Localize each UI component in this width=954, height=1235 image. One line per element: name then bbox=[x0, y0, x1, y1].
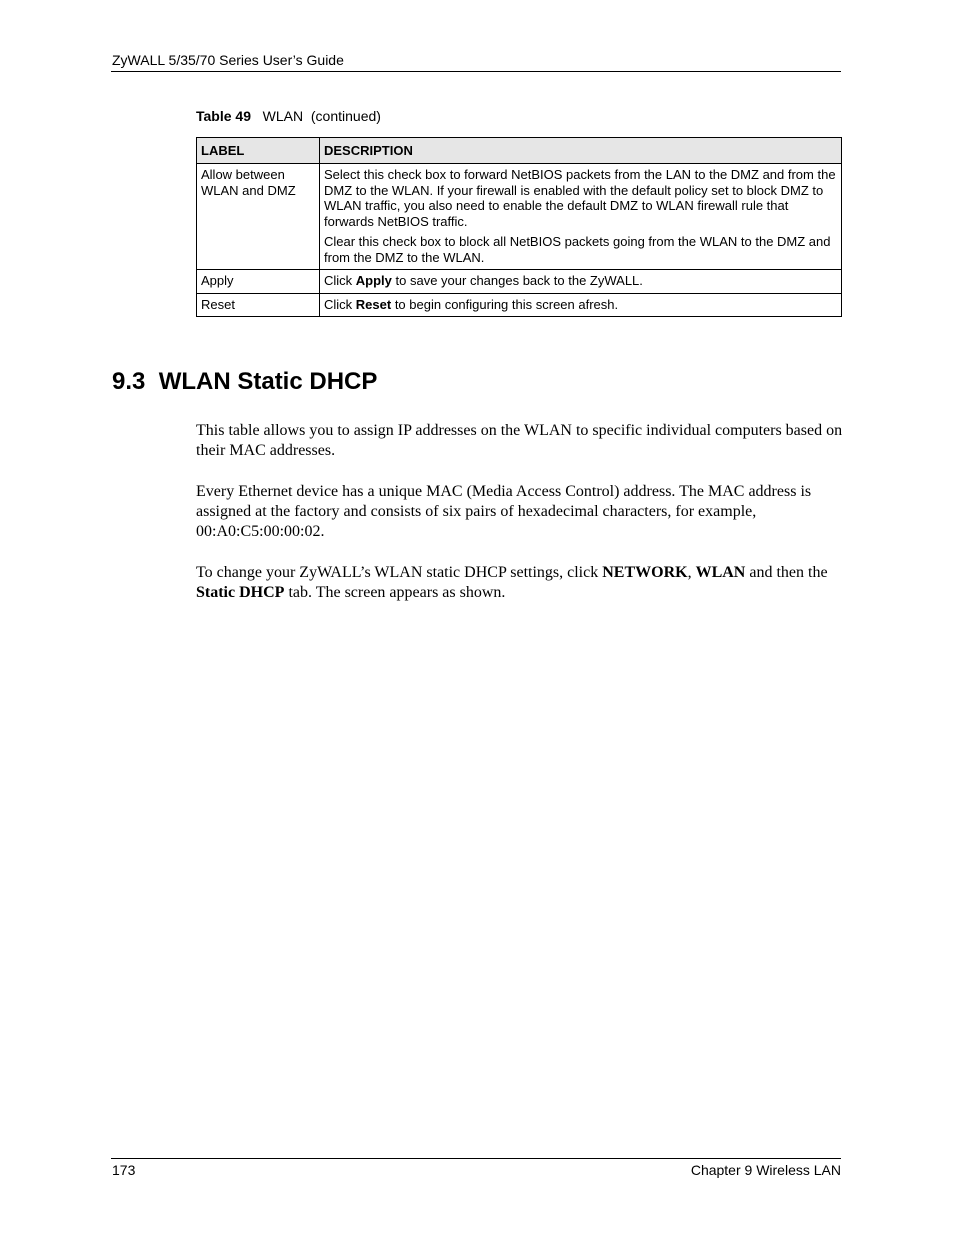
row-label-allow-wlan-dmz: Allow between WLAN and DMZ bbox=[197, 164, 320, 270]
section-heading: 9.3 WLAN Static DHCP bbox=[112, 368, 378, 395]
description-paragraph: Select this check box to forward NetBIOS packets from the LAN to the DMZ and from the DMZ to the WLAN. If your firewall is enabled with the default policy set to block DMZ to WLAN traffic, you also need to enable the default DMZ to WLAN firewall rule that forwards NetBIOS traffic. bbox=[324, 167, 836, 229]
table-caption bbox=[196, 108, 381, 125]
chapter-title: Chapter 9 Wireless LAN bbox=[690, 1162, 841, 1178]
menu-term-wlan: WLAN bbox=[695, 564, 746, 581]
description-text: Click bbox=[324, 273, 356, 288]
table-row bbox=[197, 293, 842, 317]
header-rule bbox=[111, 71, 841, 72]
body-paragraph-intro: This table allows you to assign IP addresses on the WLAN to specific individual computers based on their MAC addresses. bbox=[196, 422, 843, 459]
menu-term-static-dhcp: Static DHCP bbox=[196, 584, 285, 601]
page-number: 173 bbox=[112, 1162, 136, 1178]
description-text: to begin configuring this screen afresh. bbox=[391, 296, 619, 312]
body-paragraph-mac-address: Every Ethernet device has a unique MAC (Media Access Control) address. The MAC address is assigned at the factory and consists of six pairs of hexadecimal characters, for example, 00:A0:C5:00:00:02. bbox=[196, 483, 812, 540]
body-paragraph-navigation bbox=[196, 563, 844, 603]
table-caption-title: WLAN (continued) bbox=[262, 108, 381, 124]
table-row bbox=[197, 270, 842, 294]
description-text: Click bbox=[324, 296, 356, 312]
footer-rule bbox=[111, 1158, 841, 1159]
table-row bbox=[197, 164, 842, 270]
row-description-allow-wlan-dmz bbox=[320, 164, 842, 270]
table-caption-number: Table 49 bbox=[196, 108, 251, 124]
description-bold-term: Apply bbox=[355, 273, 392, 288]
row-label-apply: Apply bbox=[197, 270, 320, 294]
paragraph-text: , bbox=[687, 564, 696, 581]
wlan-table bbox=[196, 137, 842, 317]
description-paragraph: Clear this check box to block all NetBIOS packets going from the WLAN to the DMZ and from the DMZ to the WLAN. bbox=[324, 234, 831, 265]
row-description-reset bbox=[320, 293, 842, 317]
row-label-reset: Reset bbox=[197, 293, 320, 317]
column-header-description: DESCRIPTION bbox=[320, 138, 842, 164]
paragraph-text: and then the bbox=[745, 564, 828, 581]
paragraph-text: To change your ZyWALL’s WLAN static DHCP settings, click bbox=[196, 564, 603, 581]
paragraph-text: tab. The screen appears as shown. bbox=[284, 584, 506, 601]
menu-term-network: NETWORK bbox=[602, 564, 688, 581]
description-text: to save your changes back to the ZyWALL. bbox=[391, 273, 643, 288]
row-description-apply bbox=[320, 270, 842, 294]
table-header-row bbox=[197, 138, 842, 164]
column-header-label: LABEL bbox=[197, 138, 320, 164]
running-header-title: ZyWALL 5/35/70 Series User’s Guide bbox=[112, 52, 344, 68]
description-bold-term: Reset bbox=[355, 296, 392, 312]
